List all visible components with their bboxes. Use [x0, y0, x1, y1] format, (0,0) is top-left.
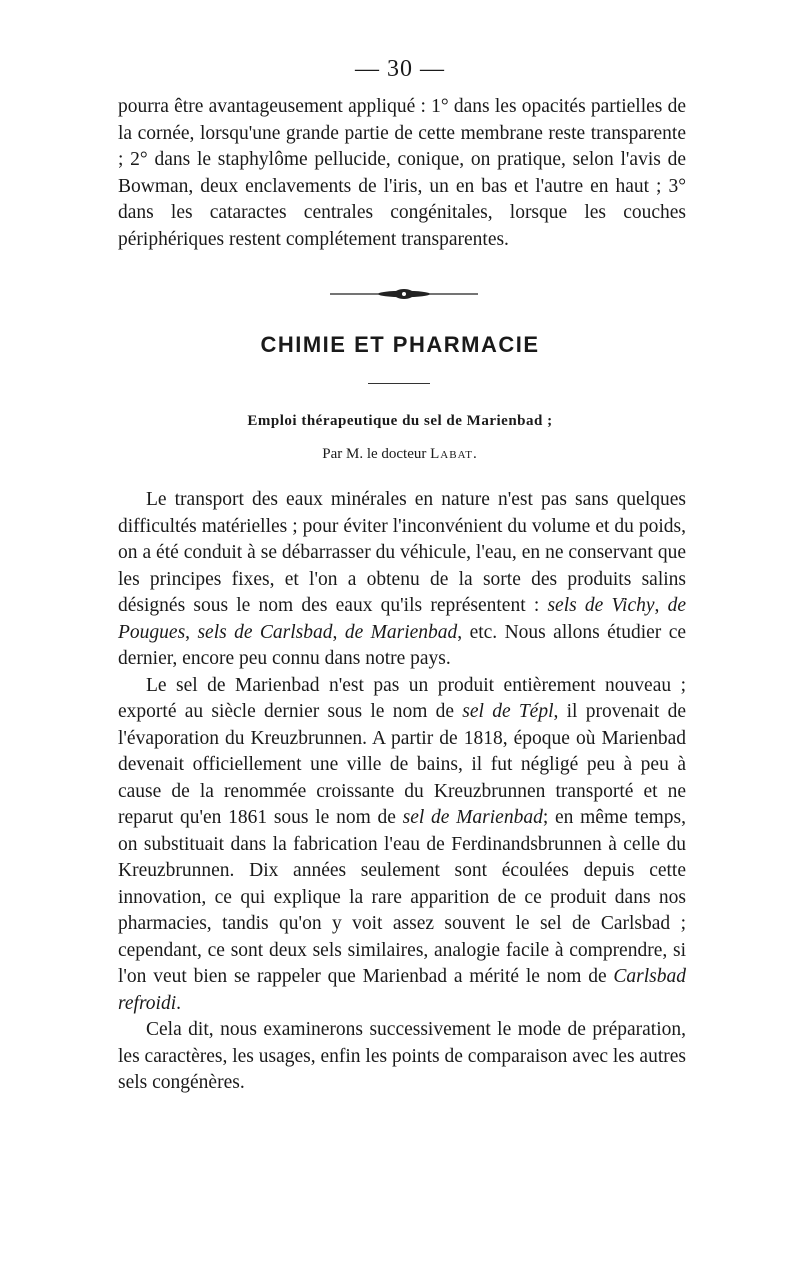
paragraph-3-text: Cela dit, nous examinerons successivement le mode de préparation, les caractères, les usages, enfin les points de comparaison avec les autres sels congénères.: [118, 1019, 686, 1093]
paragraph-2-text-a: Le sel de Marienbad n'est pas un produit entièrement nouveau ; exporté au siècle dernier sous le nom de: [118, 674, 686, 722]
italic-carlsbad-refroidi: Carlsbad refroidi: [118, 966, 687, 1014]
italic-de-pougues: de Pougues: [118, 595, 686, 643]
page-number: — 30 —: [355, 56, 445, 82]
article-body: [118, 487, 686, 1097]
body-paragraph-3: [118, 1017, 686, 1097]
paragraph-2-text-c: ; en même temps, on substituait dans la fabrication l'eau de Ferdinandsbrunnen à celle du Kreuzbrunnen. Dix années seulement sont écoulées depuis cette innovation, ce qui explique la rare apparition de ce produit dans nos pharmacies, tandis qu'on y voit assez souvent le sel de Carlsbad ; cependant, ce sont deux sels similaires, analogie facile à comprendre, si l'on veut bien se rappeler que Marienbad a mérité le nom de: [118, 807, 686, 987]
ornament-divider-icon: [330, 287, 478, 301]
paragraph-1-text-b: ,: [654, 595, 660, 616]
paragraph-2-text-d: .: [176, 992, 182, 1014]
paragraph-2-text-b: , il provenait de l'évaporation du Kreuzbrunnen. A partir de 1818, époque où Marienbad devenait officiellement une ville de bains, il fut négligé peu à peu à cause de la renommée croissante du Kreuzbrunnen transporté et ne reparut qu'en 1861 sous le nom de: [118, 701, 687, 828]
byline-prefix: Par M. le docteur: [322, 446, 427, 462]
italic-de-marienbad: de Marienbad: [344, 621, 458, 643]
byline: [0, 446, 800, 463]
continued-paragraph: [118, 94, 686, 253]
italic-sel-de-tepl: sel de Tépl: [462, 701, 554, 722]
italic-sel-de-marienbad: sel de Marienbad: [402, 807, 543, 828]
paragraph-1-text-d: ,: [332, 621, 338, 643]
paragraph-1-text-e: , etc. Nous allons étudier ce dernier, encore peu connu dans notre pays.: [118, 621, 687, 669]
paragraph-1-text-a: Le transport des eaux minérales en nature n'est pas sans quelques difficultés matérielles ; pour éviter l'inconvénient du volume et du poids, on a été conduit à se débarrasser du véhicule, l'eau, en ne conservant que les principes fixes, et l'on a obtenu de la sorte des produits salins désignés sous le nom des eaux qu'ils représentent :: [118, 489, 686, 616]
short-rule-divider: [368, 383, 430, 384]
paragraph-1-text-c: ,: [185, 621, 191, 643]
byline-author: Labat.: [430, 446, 478, 462]
italic-sels-de-vichy: sels de Vichy: [547, 595, 655, 616]
article-title: Emploi thérapeutique du sel de Marienbad ;: [247, 413, 553, 429]
body-paragraph-1: [118, 487, 686, 673]
continued-paragraph-text: pourra être avantageusement appliqué : 1° dans les opacités partielles de la cornée, lorsqu'une grande partie de cette membrane reste transparente ; 2° dans le staphylôme pellucide, conique, on pratique, selon l'avis de Bowman, deux enclavements de l'iris, un en bas et l'autre en haut ; 3° dans les cataractes centrales congénitales, lorsque les couches périphériques restent complétement transparentes.: [118, 96, 686, 250]
body-paragraph-2: [118, 673, 686, 1018]
italic-sels-de-carlsbad: sels de Carlsbad: [197, 621, 333, 643]
section-title: CHIMIE ET PHARMACIE: [260, 332, 540, 357]
